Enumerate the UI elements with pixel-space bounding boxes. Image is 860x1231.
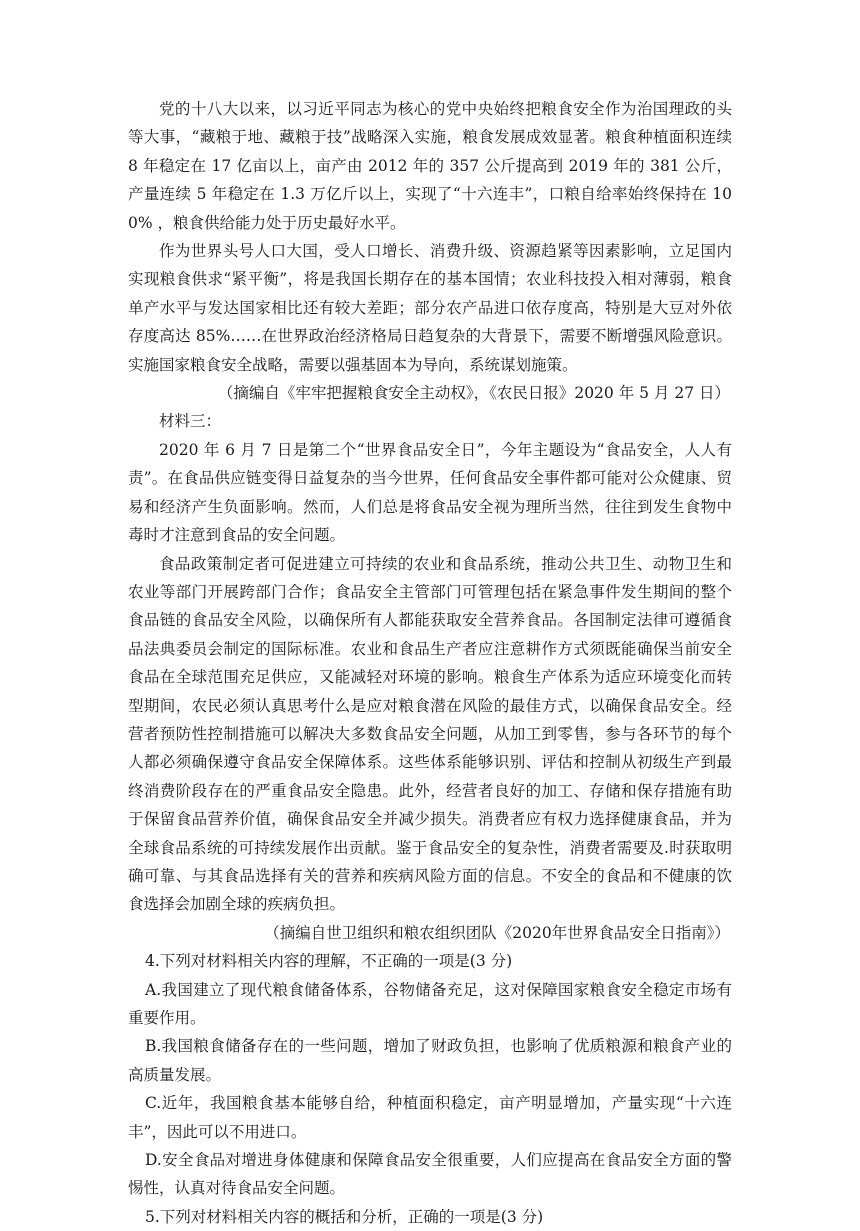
paragraph-grain-achievements: 党的十八大以来，以习近平同志为核心的党中央始终把粮食安全作为治国理政的头等大事，“藏粮于地、藏粮于技”战略深入实施，粮食发展成效显著。粮食种植面积连续 8 年稳定在 17 亿亩以上，亩产由 2012 年的 357 公斤提高到 2019 年的 381 公斤，产量连续 5 年稳定在 1.3 万亿斤以上，实现了“十六连丰”，口粮自给率始终保持在 100% ，粮食供给能力处于历史最好水平。 [128,100,732,232]
paragraph-food-safety-measures: 食品政策制定者可促进建立可持续的农业和食品系统，推动公共卫生、动物卫生和农业等部门开展跨部门合作；食品安全主管部门可管理包括在紧急事件发生期间的整个食品链的食品安全风险，以确保所有人都能获取安全营养食品。各国制定法律可遵循食品法典委员会制定的国际标准。农业和食品生产者应注意耕作方式须既能确保当前安全食品在全球范围充足供应，又能减轻对环境的影响。粮食生产体系为适应环境变化而转型期间，农民必须认真思考什么是应对粮食潜在风险的最佳方式，以确保食品安全。经营者预防性控制措施可以解决大多数食品安全问题，从加工到零售，参与各环节的每个人都必须确保遵守食品安全保障体系。这些体系能够识别、评估和控制从初级生产到最终消费阶段存在的严重食品安全隐患。此外，经营者良好的加工、存储和保存措施有助于保留食品营养价值，确保食品安全并减少损失。消费者应有权力选择健康食品，并为全球食品系统的可持续发展作出贡献。鉴于食品安全的复杂性，消费者需要及.时获取明确可靠、与其食品选择有关的营养和疾病风险方面的信息。不安全的食品和不健康的饮食选择会加剧全球的疾病负担。 [128,554,732,914]
question-4: 4.下列对材料相关内容的理解，不正确的一项是(3 分) [145,952,513,971]
question-5: 5.下列对材料相关内容的概括和分析，正确的一项是(3 分) [145,1207,544,1226]
question-4-option-a: A.我国建立了现代粮食储备体系，谷物储备充足，这对保障国家粮食安全稳定市场有重要作用。 [128,980,732,1027]
paragraph-food-safety-day: 2020 年 6 月 7 日是第二个“世界食品安全日”，今年主题设为“食品安全，人人有责”。在食品供应链变得日益复杂的当今世界，任何食品安全事件都可能对公众健康、贸易和经济产生负面影响。然而，人们总是将食品安全视为理所当然，往往到发生食物中毒时才注意到食品的安全问题。 [128,440,732,545]
source-citation-2: （摘编自世卫组织和粮农组织团队《2020年世界食品安全日指南》） [264,923,730,942]
source-citation-1: （摘编自《牢牢把握粮食安全主动权》，《农民日报》2020 年 5 月 27 日） [217,384,730,403]
paragraph-grain-challenges: 作为世界头号人口大国，受人口增长、消费升级、资源趋紧等因素影响，立足国内实现粮食供求“紧平衡”，将是我国长期存在的基本国情；农业科技投入相对薄弱，粮食单产水平与发达国家相比还有较大差距；部分农产品进口依存度高，特别是大豆对外依存度高达 85%……在世界政治经济格局日趋复杂的大背景下，需要不断增强风险意识。实施国家粮食安全战略，需要以强基固本为导向，系统谋划施策。 [128,242,732,374]
material-3-label: 材料三： [159,412,222,431]
question-4-option-d: D.安全食品对增进身体健康和保障食品安全很重要，人们应提高在食品安全方面的警惕性，认真对待食品安全问题。 [128,1151,732,1198]
question-4-option-c: C.近年，我国粮食基本能够自给，种植面积稳定，亩产明显增加，产量实现“十六连丰”，因此可以不用进口。 [128,1094,732,1141]
question-4-option-b: B.我国粮食储备存在的一些问题，增加了财政负担，也影响了优质粮源和粮食产业的高质量发展。 [128,1037,732,1084]
